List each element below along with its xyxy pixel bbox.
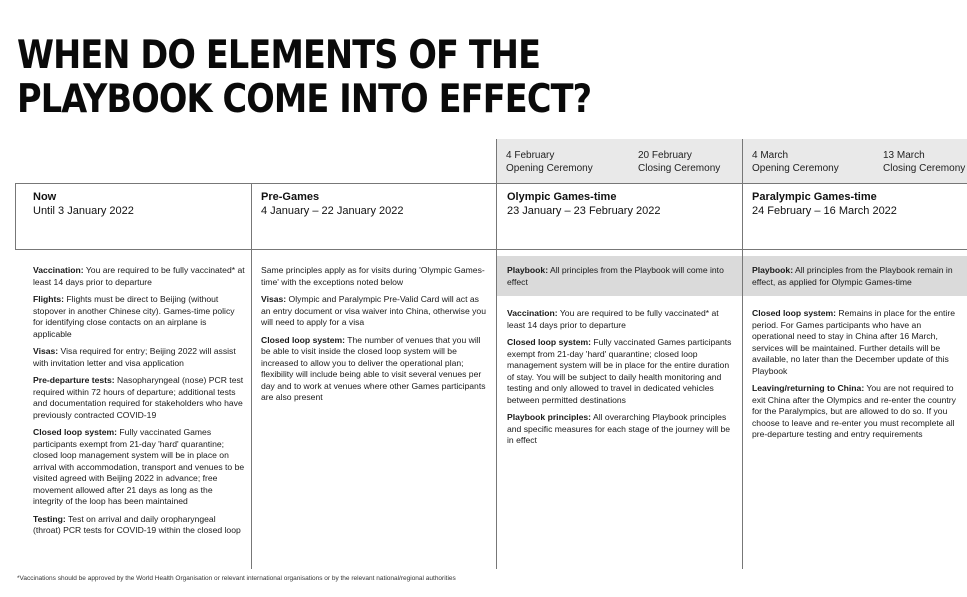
column-header-olympic	[507, 190, 661, 218]
column-body-pre-games	[261, 265, 489, 410]
table-top-border	[15, 183, 967, 184]
page-title-line-1: WHEN DO ELEMENTS OF THE	[17, 33, 541, 78]
column-header-now	[33, 190, 134, 218]
column-title: Now	[33, 191, 57, 203]
item-label: Flights:	[33, 294, 65, 304]
ceremony-date: 20 February	[638, 150, 692, 161]
column-date-range: Until 3 January 2022	[33, 205, 134, 217]
column-title: Olympic Games-time	[507, 191, 617, 203]
column-divider	[251, 183, 252, 569]
column-divider	[15, 183, 16, 250]
item-text: Remains in place for the entire period. For Games participants who have an operational need to stay in China after 16 March, services will be maintained. Further details will be available, no later than the December update of this Playbook	[752, 308, 955, 376]
list-item	[261, 335, 489, 404]
column-body-paralympic	[752, 308, 962, 447]
item-label: Visas:	[261, 294, 287, 304]
item-label: Testing:	[33, 513, 66, 524]
item-text: All principles from the Playbook remain in effect, as applied for Olympic Games-time	[752, 265, 953, 287]
item-label: Pre-departure tests:	[33, 375, 115, 385]
column-date-range: 24 February – 16 March 2022	[752, 205, 897, 217]
item-label: Closed loop system:	[752, 308, 837, 318]
ceremony-date: 4 March	[752, 150, 789, 161]
item-text: The number of venues that you will be able to visit inside the closed loop system will be increased to allow you to deliver the operational plan; flexibility will include being able to visit several venues per day and to work at venues where other Games participants are also present	[261, 334, 486, 402]
item-text: Fully vaccinated Games participants exempt from 21-day 'hard' quarantine; closed loop management system will be in place for the entire duration of stay. You will be subject to daily health monitoring and testing and only allowed to travel in dedicated vehicles between permitted destinations	[507, 337, 732, 405]
item-text: All overarching Playbook principles and specific measures for each stage of the journey will be in effect	[507, 412, 731, 445]
ceremony-label: Closing Ceremony	[638, 163, 721, 174]
list-item	[261, 265, 489, 288]
list-item	[33, 294, 245, 340]
ceremony-olympic-opening	[506, 149, 593, 175]
column-date-range: 4 January – 22 January 2022	[261, 205, 404, 217]
list-item	[752, 265, 962, 288]
column-title: Pre-Games	[261, 191, 320, 203]
page-title-line-2: PLAYBOOK COME INTO EFFECT?	[17, 77, 592, 122]
item-label: Playbook principles:	[507, 412, 592, 422]
item-text: Nasopharyngeal (nose) PCR test required within 72 hours of departure; additional tests and documentation required for stakeholders who have previously contracted COVID-19	[33, 375, 244, 420]
list-item	[507, 265, 733, 288]
item-text: All principles from the Playbook will come into effect	[507, 265, 724, 287]
item-label: Vaccination:	[507, 308, 558, 318]
item-text: You are required to be fully vaccinated* at least 14 days prior to departure	[507, 308, 719, 330]
ceremony-olympic-closing	[638, 149, 720, 175]
column-header-pre-games	[261, 190, 404, 218]
item-label: Visas:	[33, 346, 59, 356]
item-label: Playbook:	[507, 265, 549, 275]
item-label: Playbook:	[752, 265, 794, 275]
list-item	[752, 308, 962, 377]
list-item	[507, 308, 733, 331]
highlight-olympic	[507, 265, 733, 294]
list-item	[507, 412, 733, 447]
item-text: Visa required for entry; Beijing 2022 will assist with invitation letter and visa application	[33, 346, 236, 368]
footnote: *Vaccinations should be approved by the World Health Organisation or relevant international organisations or by the relevant national/regional authorities	[17, 575, 456, 582]
item-label: Vaccination:	[33, 265, 84, 275]
list-item	[507, 337, 733, 406]
list-item	[33, 375, 245, 421]
ceremony-label: Closing Ceremony	[883, 163, 966, 174]
highlight-paralympic	[752, 265, 962, 294]
ceremony-date: 13 March	[883, 150, 925, 161]
item-label: Closed loop system:	[261, 334, 346, 345]
list-item	[33, 346, 245, 369]
item-label: Closed loop system:	[33, 427, 118, 437]
list-item	[33, 514, 245, 537]
page-title	[17, 33, 592, 122]
column-divider	[496, 139, 497, 569]
list-item	[261, 294, 489, 329]
item-text: Flights must be direct to Beijing (without stopover in another Chinese city). Games-time policy for identifying close contacts on an airplane is applicable	[33, 294, 235, 339]
column-divider	[742, 139, 743, 569]
item-text: Olympic and Paralympic Pre-Valid Card will act as an entry document or visa waiver into China, otherwise you will need to apply for a visa	[261, 294, 486, 327]
column-body-olympic	[507, 308, 733, 453]
column-body-now	[33, 265, 245, 543]
table-header-divider	[15, 249, 967, 250]
list-item	[752, 383, 962, 441]
list-item	[33, 427, 245, 508]
column-date-range: 23 January – 23 February 2022	[507, 205, 661, 217]
ceremony-label: Opening Ceremony	[506, 163, 593, 174]
item-text: Same principles apply as for visits during 'Olympic Games-time' with the exceptions noted below	[261, 265, 485, 287]
item-text: Test on arrival and daily oropharyngeal (throat) PCR tests for COVID-19 within the closed loop	[33, 513, 241, 535]
item-text: Fully vaccinated Games participants exempt from 21-day 'hard' quarantine; closed loop management system will be in place on arrival with accommodation, transport and venues to be visited agreed with Beijing 2022 in advance; free movement allowed after 21 days as long as the integrity of the loop has been maintained	[33, 427, 245, 506]
ceremony-paralympic-opening	[752, 149, 839, 175]
ceremony-label: Opening Ceremony	[752, 163, 839, 174]
item-text: You are required to be fully vaccinated* at least 14 days prior to departure	[33, 265, 245, 287]
list-item	[33, 265, 245, 288]
item-text: You are not required to exit China after the Olympics and re-enter the country for the Paralympics, but are allowed to do so. If you choose to leave and re-enter you must recomplete all pre-departure testing and entry requirements	[752, 383, 956, 439]
item-label: Closed loop system:	[507, 337, 592, 347]
column-header-paralympic	[752, 190, 897, 218]
item-label: Leaving/returning to China:	[752, 383, 865, 393]
column-title: Paralympic Games-time	[752, 191, 877, 203]
ceremony-paralympic-closing	[883, 149, 965, 175]
ceremony-date: 4 February	[506, 150, 555, 161]
